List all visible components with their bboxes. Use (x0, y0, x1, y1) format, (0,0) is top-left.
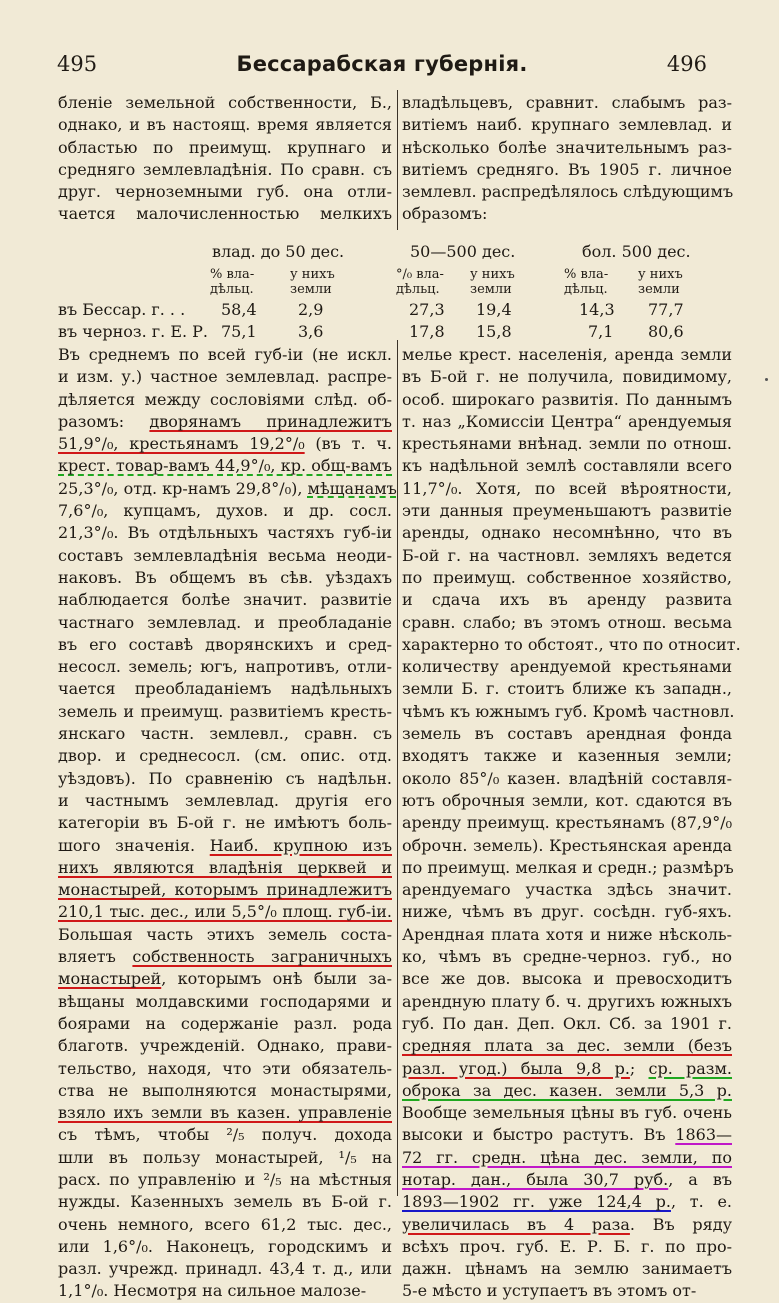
text-run: арендуемаго участка здѣсь значит. (402, 880, 732, 900)
text-run: разл. учрежд. принадл. 43,4 т. д., или (58, 1259, 392, 1279)
text-line (58, 1102, 392, 1124)
text-line (402, 901, 732, 923)
text-run: крестьянами внѣнад. земли по отнош. (402, 434, 732, 454)
text-line (58, 1214, 392, 1236)
text-line (58, 701, 392, 723)
table-cell: 3,6 (298, 322, 324, 341)
text-run: мелье крест. населенія, аренда земли (402, 345, 732, 364)
table-cell: 77,7 (648, 300, 684, 319)
table-cell: 75,1 (221, 322, 257, 341)
text-line (402, 991, 732, 1013)
text-run: очень немного, всего 61,2 тыс. дес., (58, 1214, 392, 1234)
text-line (58, 879, 392, 901)
text-run: входятъ также и казенныя земли; (402, 746, 732, 766)
table-cell: 15,8 (476, 322, 512, 341)
underlined-text: увеличилась въ 4 раза (402, 1214, 630, 1234)
text-run: , которымъ онѣ были за- (161, 969, 392, 989)
text-line (402, 879, 732, 901)
underlined-text: 1893—1902 гг. уже 124,4 р. (402, 1192, 671, 1212)
underlined-text: оброка за дес. казен. земли 5,3 р. (402, 1080, 732, 1100)
text-run: , т. е. (670, 1192, 732, 1212)
table-sub-header: у нихъ земли (638, 267, 683, 297)
text-run: 7,6°/₀, купцамъ, духов. и др. сосл. (58, 501, 392, 521)
text-line (58, 1058, 392, 1080)
text-run: составъ землевладѣнія весьма неоди- (58, 545, 392, 565)
text-line (402, 768, 732, 790)
table-cell: 17,8 (409, 322, 445, 341)
column-divider-top (397, 90, 398, 230)
text-line (402, 678, 732, 700)
table-sub-header: % вла- дѣльц. (564, 267, 609, 297)
page-number-right: 496 (666, 52, 707, 76)
underlined-text: крест. товар-вамъ 44,9°/₀, кр. общ-вамъ (58, 456, 392, 476)
top-left-paragraph (58, 92, 392, 226)
text-run: по преимущ. мелкая и средн.; размѣръ (402, 857, 734, 877)
text-line (402, 1258, 732, 1280)
text-run: земель и преимущ. развитіемъ кресть- (58, 701, 392, 721)
text-run: 11,7°/₀. Хотя, по всей вѣроятности, (402, 478, 732, 498)
text-line (402, 1013, 732, 1035)
text-line (58, 567, 392, 589)
text-run: ниже, чѣмъ въ друг. сосѣдн. губ-яхъ. (402, 902, 732, 922)
text-line (58, 1080, 392, 1102)
text-line (58, 968, 392, 990)
text-run: аренду преимущ. крестьянамъ (87,9°/₀ (402, 813, 732, 833)
text-line (402, 812, 732, 834)
text-run: въ Б-ой г. не получила, повидимому, (402, 367, 732, 387)
text-line (402, 656, 732, 678)
text-run: разомъ: (58, 411, 150, 431)
text-line (58, 1013, 392, 1035)
text-run: янскаго частн. землевл., сравн. съ (58, 724, 392, 744)
text-line (402, 567, 732, 589)
text-line (402, 857, 732, 879)
text-line (58, 924, 392, 946)
text-line: нѣсколько болѣе значительнымъ раз- (402, 137, 732, 157)
table-sub-header: °/₀ вла- дѣльц. (396, 267, 444, 297)
text-line (58, 589, 392, 611)
text-line (402, 366, 732, 388)
text-run: вѣщаны молдавскими господарями и (58, 991, 392, 1011)
text-line (58, 344, 392, 366)
text-run: аренды, однако несомнѣнно, что въ (402, 523, 732, 543)
text-run: шли въ пользу монастырей, ¹/₅ на (58, 1147, 392, 1167)
text-run: особ. широкаго развитія. По даннымъ (402, 389, 732, 409)
text-line (402, 835, 732, 857)
text-run: двор. и среднесосл. (см. опис. отд. (58, 746, 392, 766)
text-line (402, 433, 732, 455)
text-line: бленіе земельной собственности, Б., (58, 93, 392, 112)
text-line: образомъ: (402, 204, 488, 224)
text-line (58, 723, 392, 745)
text-line: витіемъ средняго. Въ 1905 г. личное (402, 159, 732, 179)
text-line (58, 1147, 392, 1169)
text-run: нужды. Казенныхъ земель въ Б-ой г. (58, 1192, 392, 1212)
text-run: наблюдается болѣе значит. развитіе (58, 590, 392, 610)
text-run: наковъ. Въ общемъ въ сѣв. уѣздахъ (58, 567, 392, 587)
text-run: 1,1°/₀. Несмотря на сильное малозе- (58, 1281, 367, 1301)
underlined-text: разл. угод.) была 9,8 р. (402, 1058, 630, 1078)
text-run: категоріи въ Б-ой г. не имѣютъ боль- (58, 813, 392, 833)
text-run: Въ среднемъ по всей губ-іи (не искл. (58, 345, 392, 364)
text-line (58, 656, 392, 678)
table-cell: 19,4 (476, 300, 512, 319)
text-run: , а въ (668, 1169, 733, 1189)
text-run: около 85°/₀ казен. владѣній составля- (402, 768, 732, 788)
text-line (58, 790, 392, 812)
underlined-text: 72 гг. средн. цѣна дес. земли, по (402, 1147, 732, 1167)
text-run: сравн. слабо; въ этомъ отнош. весьма (402, 612, 732, 632)
underlined-text: 51,9°/₀, крестьянамъ 19,2°/₀ (58, 434, 305, 454)
text-line: витіемъ наиб. крупнаго землевлад. и (402, 115, 732, 135)
text-line (402, 1058, 732, 1080)
text-run: все же дов. высока и превосходитъ (402, 969, 732, 989)
text-line (58, 411, 392, 433)
underlined-text: взяло ихъ земли въ казен. управленіе (58, 1103, 392, 1123)
table-sub-header: у нихъ земли (290, 267, 335, 297)
text-run: и изм. у.) частное землевлад. распре- (58, 367, 392, 387)
text-run: ко, чѣмъ въ средне-черноз. губ., но (402, 947, 732, 967)
text-run: (въ т. ч. (304, 434, 392, 454)
text-line (58, 901, 392, 923)
text-line (58, 1280, 392, 1302)
underlined-text: нотар. дан., была 30,7 руб. (402, 1169, 669, 1189)
text-run: . Въ ряду (629, 1214, 732, 1234)
text-line (58, 455, 392, 477)
text-run: и частнымъ землевлад. другія его (58, 790, 392, 810)
text-run: съ тѣмъ, чтобы ²/₅ получ. дохода (58, 1125, 392, 1145)
text-run: земель въ составъ арендная фонда (402, 724, 732, 744)
text-line (402, 924, 732, 946)
table-cell: 2,9 (298, 300, 324, 319)
text-line (58, 389, 392, 411)
text-run: всѣхъ проч. губ. Е. Р. Б. г. по про- (402, 1236, 732, 1256)
text-line (58, 857, 392, 879)
text-line (402, 723, 732, 745)
underlined-text: мѣщанамъ (307, 478, 397, 498)
text-line (58, 634, 392, 656)
text-line (58, 612, 392, 634)
margin-mark (765, 378, 768, 381)
text-run: 5-е мѣсто и уступаетъ въ этомъ от- (402, 1281, 697, 1301)
text-run: къ надѣльной землѣ составляли всего (402, 456, 732, 476)
text-run: эти данныя преуменьшаютъ развитіе (402, 501, 732, 521)
text-line (58, 768, 392, 790)
text-line (402, 455, 732, 477)
text-line: областью по преимущ. крупнаго и (58, 137, 392, 157)
table-sub-header: у нихъ земли (470, 267, 515, 297)
text-line (402, 1147, 732, 1169)
text-run: 25,3°/₀, отд. кр-намъ 29,8°/₀), (58, 478, 308, 498)
text-line (402, 1035, 732, 1057)
text-line (58, 478, 397, 500)
text-run: 21,3°/₀. Въ отдѣльныхъ частяхъ губ-іи (58, 523, 392, 543)
text-line (58, 1191, 392, 1213)
text-run: расх. по управленію и ²/₅ на мѣстныя (58, 1169, 392, 1189)
column-divider-main (397, 340, 398, 1196)
text-line (402, 1214, 732, 1236)
left-column (58, 344, 397, 1303)
text-line (402, 634, 741, 656)
text-line (402, 545, 732, 567)
text-run: чѣмъ къ южнымъ губ. Кромѣ частновл. (402, 701, 735, 721)
text-run: Большая часть этихъ земель соста- (58, 924, 392, 944)
text-line (402, 389, 732, 411)
table-group-header: бол. 500 дес. (582, 242, 691, 261)
text-line (402, 589, 732, 611)
text-line (402, 612, 732, 634)
text-line: средняго землевладѣнія. По сравн. съ (58, 159, 392, 179)
text-run: вляетъ (58, 947, 133, 967)
text-line (58, 946, 392, 968)
underlined-text: нихъ являются владѣнія церквей и (58, 857, 392, 877)
text-line (58, 366, 392, 388)
text-line (58, 1258, 392, 1280)
text-line (402, 478, 732, 500)
text-line (58, 545, 392, 567)
text-line (402, 790, 732, 812)
text-line (402, 1080, 732, 1102)
text-line (58, 433, 392, 455)
text-line (402, 1124, 732, 1146)
page-title: Бессарабская губернія. (236, 52, 528, 76)
text-run: тельство, находя, что эти обязатель- (58, 1058, 392, 1078)
text-run: ютъ оброчныя земли, кот. сдаются въ (402, 790, 732, 810)
text-run: и сдача ихъ въ аренду развита (402, 590, 732, 610)
text-line (58, 500, 392, 522)
text-line (402, 500, 732, 522)
text-run: оброчн. земель). Крестьянская аренда (402, 835, 732, 855)
underlined-text: монастырей, которымъ принадлежитъ (58, 880, 392, 900)
text-line (58, 1124, 392, 1146)
text-line (58, 835, 392, 857)
text-line: чается малочисленностью мелкихъ (58, 204, 392, 224)
text-run: ства не выполняются монастырями, (58, 1080, 392, 1100)
table-group-header: влад. до 50 дес. (212, 242, 345, 261)
text-line (402, 946, 732, 968)
underlined-text: 1863— (675, 1125, 732, 1145)
text-run: Б-ой г. на частновл. земляхъ ведется (402, 545, 732, 565)
text-line (402, 701, 735, 723)
top-right-paragraph (402, 92, 732, 226)
text-line (402, 1102, 732, 1124)
text-run: чается преобладаніемъ надѣльныхъ (58, 679, 392, 699)
text-run: арендную плату б. ч. другихъ южныхъ (402, 991, 732, 1011)
text-line: друг. черноземными губ. она отли- (58, 182, 392, 202)
table-cell: 14,3 (579, 300, 615, 319)
text-line (58, 1035, 392, 1057)
table-cell: 27,3 (409, 300, 445, 319)
text-line (402, 1280, 732, 1302)
text-run: ; (629, 1058, 649, 1078)
text-line (402, 745, 732, 767)
text-run: дажн. цѣнамъ на землю занимаетъ (402, 1259, 732, 1279)
text-run: земли Б. г. стоитъ ближе къ западн., (402, 679, 732, 699)
text-run: характерно то обстоят., что по относит. (402, 634, 741, 654)
text-line (402, 522, 732, 544)
text-line (58, 678, 392, 700)
text-line (58, 1169, 392, 1191)
text-run: по преимущ. собственное хозяйство, (402, 567, 732, 587)
text-run: высоки и быстро растутъ. Въ (402, 1125, 676, 1145)
text-line (58, 991, 392, 1013)
text-line (402, 344, 732, 366)
page-number-left: 495 (57, 52, 98, 76)
text-line (402, 1191, 732, 1213)
right-column (402, 344, 741, 1303)
text-run: Арендная плата хотя и ниже нѣсколь- (402, 924, 732, 944)
text-run: губ. По дан. Деп. Окл. Сб. за 1901 г. (402, 1013, 732, 1033)
text-run: дѣляется между сословіями слѣд. об- (58, 389, 392, 409)
text-line (58, 1236, 392, 1258)
text-run: или 1,6°/₀. Наконецъ, городскимъ и (58, 1236, 392, 1256)
underlined-text: 210,1 тыс. дес., или 5,5°/₀ площ. губ-іи. (58, 902, 392, 922)
text-run: несосл. земель; югъ, напротивъ, отли- (58, 657, 392, 677)
text-run: частнаго землевлад. и преобладаніе (58, 612, 392, 632)
text-run: т. наз „Комиссіи Центра“ арендуемыя (402, 411, 732, 431)
text-run: уѣздовъ). По сравненію съ надѣльн. (58, 768, 392, 788)
underlined-text: дворянамъ принадлежитъ (149, 411, 392, 431)
table-group-header: 50—500 дес. (410, 242, 516, 261)
text-run: Вообще земельныя цѣны въ губ. очень (402, 1103, 732, 1123)
text-line: владѣльцевъ, сравнит. слабымъ раз- (402, 93, 732, 112)
text-line (58, 522, 392, 544)
underlined-text: собственность заграничныхъ (132, 947, 392, 967)
table-cell: 58,4 (221, 300, 257, 319)
text-run: боярами на содержаніе разл. рода (58, 1013, 392, 1033)
table-row-label: въ Бессар. г. . . (58, 300, 186, 319)
underlined-text: ср. разм. (648, 1058, 733, 1078)
text-line (402, 1236, 732, 1258)
underlined-text: монастырей (58, 969, 162, 989)
text-line: землевл. распредѣлялось слѣдующимъ (402, 182, 734, 202)
text-line (402, 968, 732, 990)
text-line (402, 411, 732, 433)
text-run: въ его составѣ дворянскихъ и сред- (58, 634, 392, 654)
text-run: количеству арендуемой крестьянами (402, 657, 732, 677)
text-line (58, 812, 392, 834)
page-header (57, 52, 707, 82)
table-sub-header: % вла- дѣльц. (210, 267, 255, 297)
table-row-label: въ черноз. г. Е. Р. (58, 322, 209, 341)
text-line: однако, и въ настоящ. время является (58, 115, 392, 135)
text-line (58, 745, 392, 767)
underlined-text: Наиб. крупною изъ (209, 835, 392, 855)
text-run: шого значенія. (58, 835, 210, 855)
table-cell: 7,1 (588, 322, 614, 341)
underlined-text: средняя плата за дес. земли (безъ (402, 1036, 732, 1056)
text-run: благотв. учрежденій. Однако, прави- (58, 1036, 392, 1056)
text-line (402, 1169, 732, 1191)
table-cell: 80,6 (648, 322, 684, 341)
